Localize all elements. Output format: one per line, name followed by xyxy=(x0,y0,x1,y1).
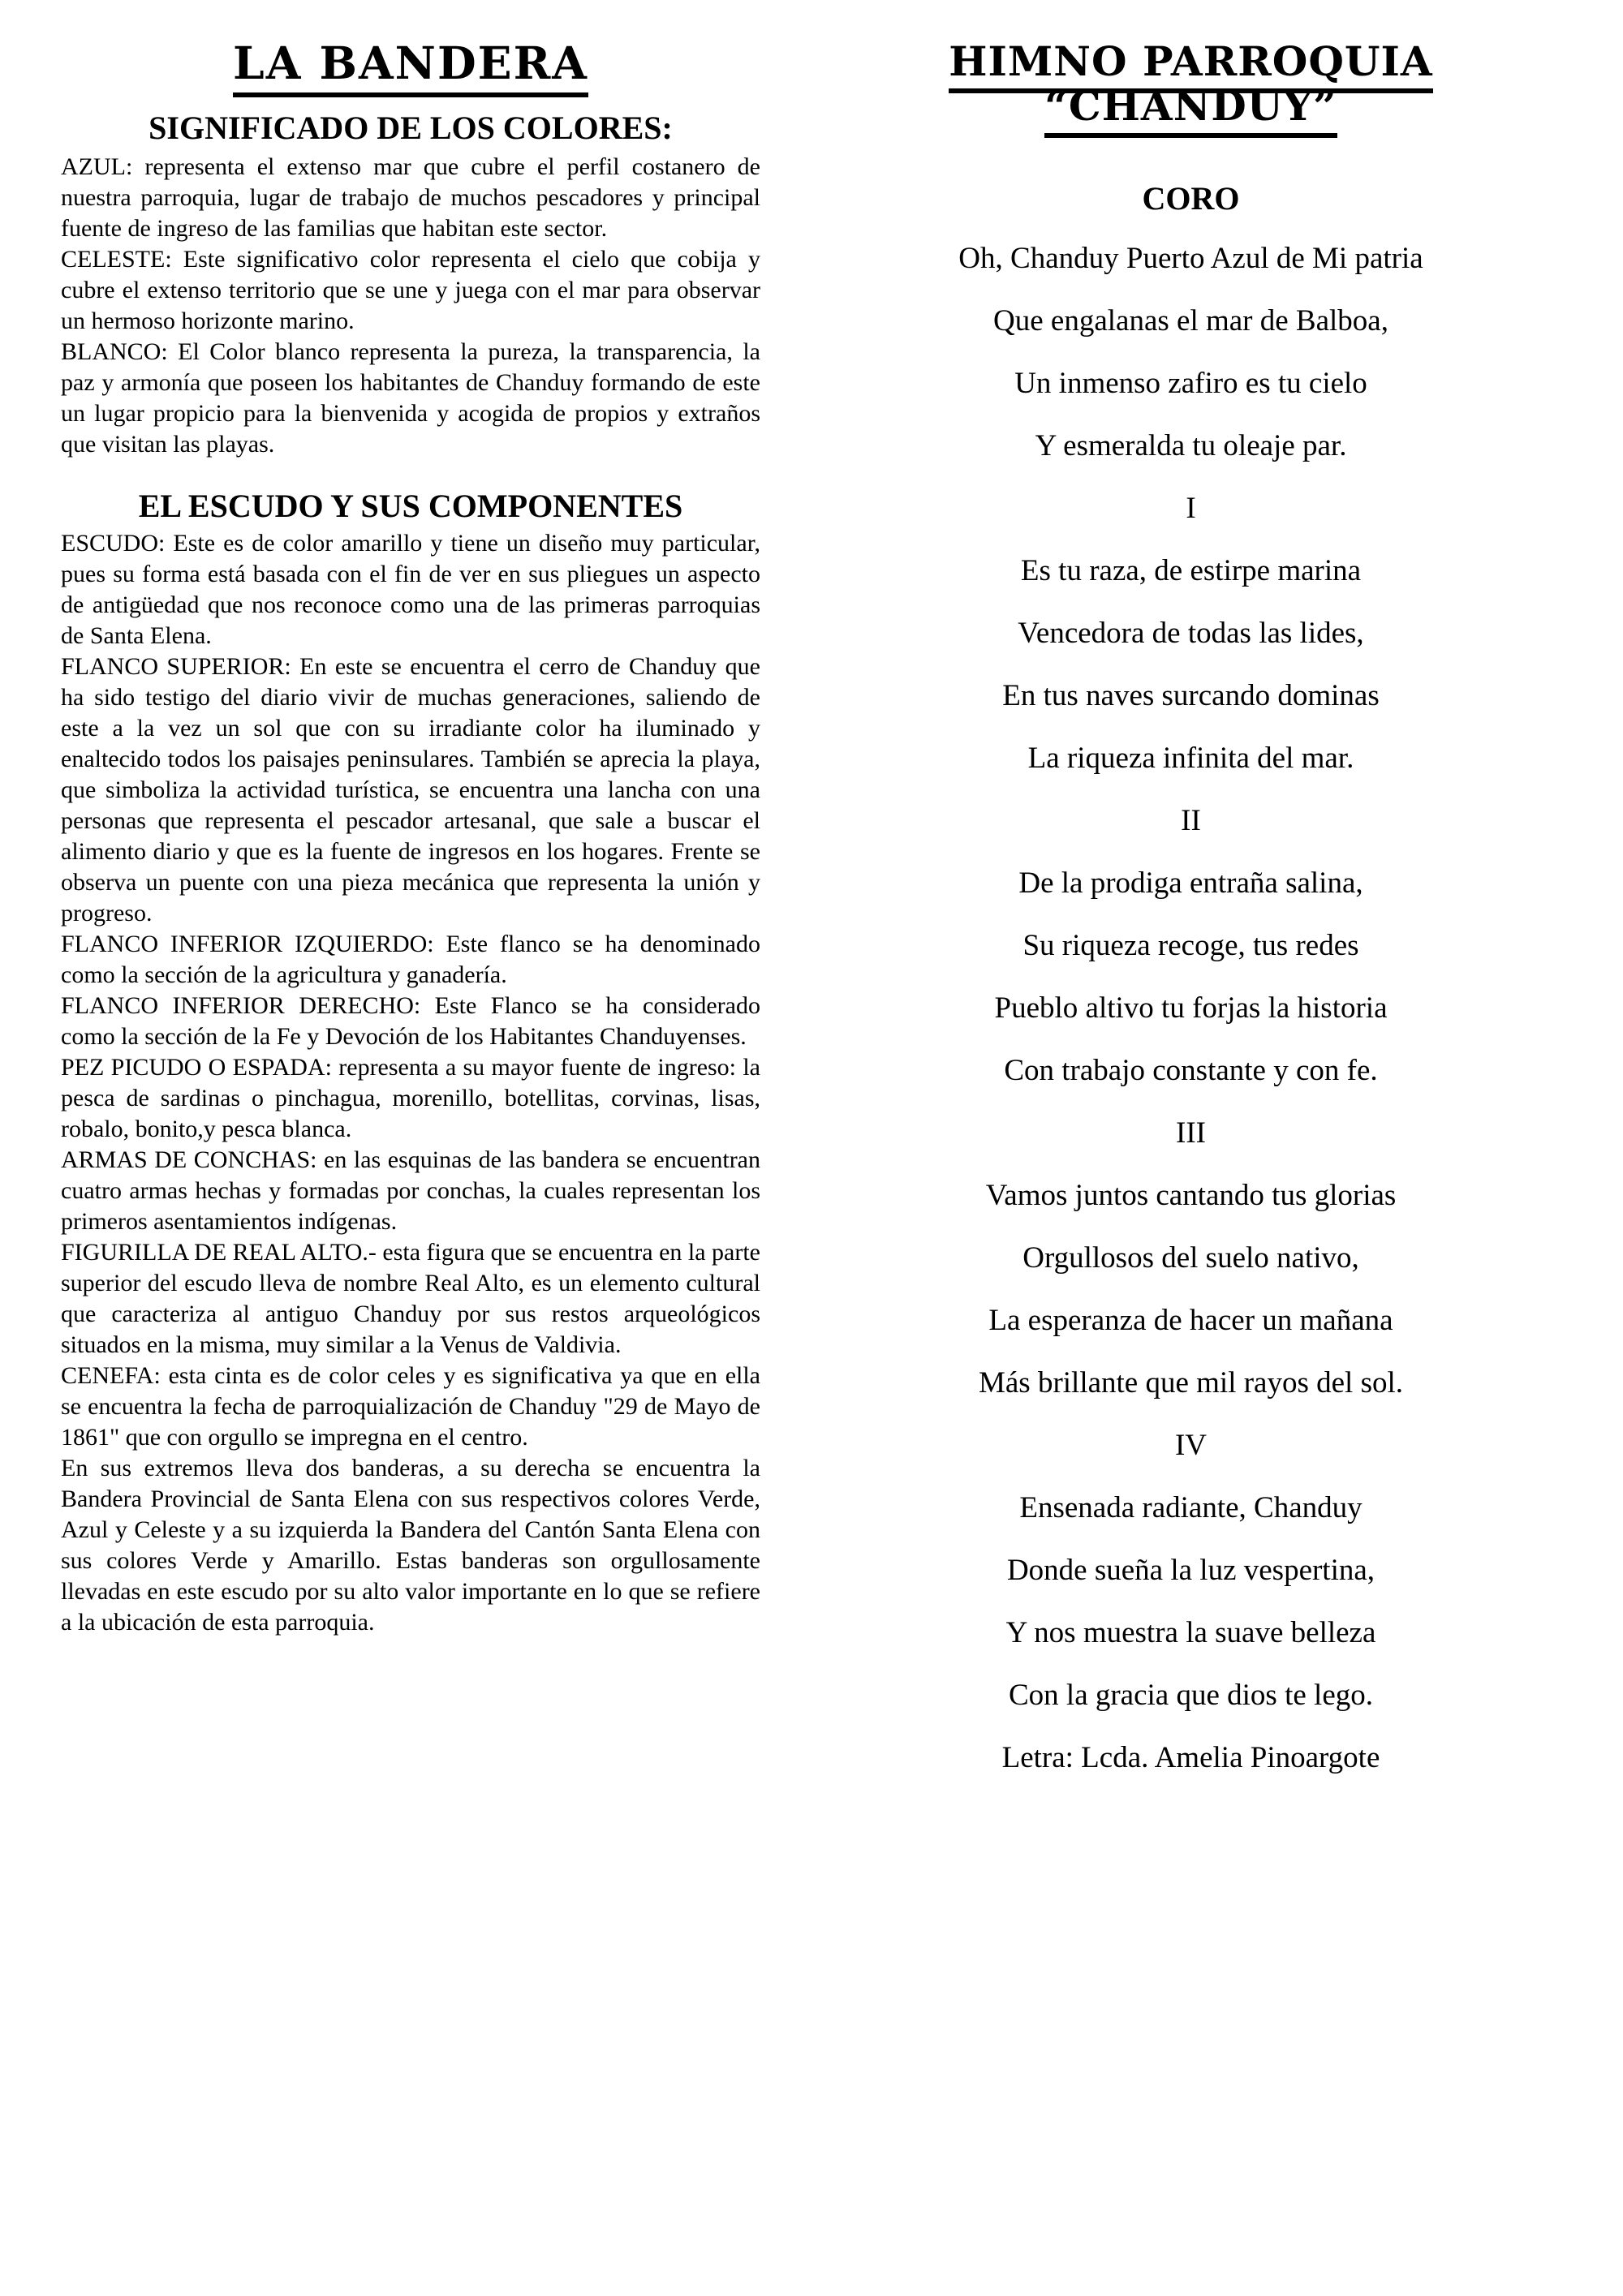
hymn-line: La esperanza de hacer un mañana xyxy=(988,1304,1393,1337)
hymn-line: Es tu raza, de estirpe marina xyxy=(1020,554,1362,587)
hymn-line: Oh, Chanduy Puerto Azul de Mi patria xyxy=(958,242,1423,275)
hymn-line: La riqueza infinita del mar. xyxy=(1027,742,1354,775)
flag-title xyxy=(61,39,760,88)
hymn-line: Un inmenso zafiro es tu cielo xyxy=(1014,367,1367,400)
hymn-line: En tus naves surcando dominas xyxy=(1002,679,1380,712)
flag-title-text: LA BANDERA xyxy=(233,37,588,97)
hymn-title xyxy=(820,39,1562,128)
hymn-line: Con trabajo constante y con fe. xyxy=(1004,1054,1378,1087)
left-column xyxy=(61,39,760,1638)
hymn-line: Y nos muestra la suave belleza xyxy=(1005,1616,1376,1649)
paragraph-celeste: CELESTE: Este significativo color representa el cielo que cobija y cubre el extenso territorio que se une y juega con el mar para observar un hermoso horizonte marino. xyxy=(61,245,760,334)
hymn-line: Vencedora de todas las lides, xyxy=(1018,617,1364,650)
paragraph-figurilla-real-alto: FIGURILLA DE REAL ALTO.- esta figura que se encuentra en la parte superior del escudo lleva de nombre Real Alto, es un elemento cultural que caracteriza al antiguo Chanduy por sus restos arqueológicos situados en la misma, muy similar a la Venus de Valdivia. xyxy=(61,1238,760,1358)
hymn-line: Orgullosos del suelo nativo, xyxy=(1022,1241,1359,1275)
paragraph-flanco-superior: FLANCO SUPERIOR: En este se encuentra el cerro de Chanduy que ha sido testigo del diario vivir de muchas generaciones, saliendo de este a la vez un sol que con su irradiante color ha iluminado y enaltecido todos los paisajes peninsulares. También se aprecia la playa, que simboliza la actividad turística, se encuentra una lancha con una personas que representa el pescador artesanal, que sale a buscar el alimento diario y que es la fuente de ingresos en los hogares. Frente se observa un puente con una pieza mecánica que representa la unión y progreso. xyxy=(61,652,760,927)
hymn-line: Donde sueña la luz vespertina, xyxy=(1006,1554,1375,1587)
hymn-line: Con la gracia que dios te lego. xyxy=(1008,1679,1373,1712)
hymn-stanza-number: III xyxy=(1176,1116,1206,1150)
hymn-line: De la prodiga entraña salina, xyxy=(1018,866,1363,900)
coro-heading: CORO xyxy=(1142,180,1240,217)
paragraph-flanco-inferior-izquierdo: FLANCO INFERIOR IZQUIERDO: Este flanco se ha denominado como la sección de la agricultura y ganadería. xyxy=(61,930,760,988)
paragraph-pez-picudo: PEZ PICUDO O ESPADA: representa a su mayor fuente de ingreso: la pesca de sardinas o pinchagua, morenillo, botellitas, corvinas, lisas, robalo, bonito,y pesca blanca. xyxy=(61,1053,760,1142)
hymn-stanza-number: II xyxy=(1181,804,1201,837)
paragraph-cenefa: CENEFA: esta cinta es de color celes y es significativa ya que en ella se encuentra la fecha de parroquialización de Chanduy "29 de Mayo de 1861" que con orgullo se impregna en el centro. xyxy=(61,1361,760,1451)
hymn-line: Su riqueza recoge, tus redes xyxy=(1022,929,1359,962)
right-column xyxy=(820,39,1562,1789)
hymn-line: Más brillante que mil rayos del sol. xyxy=(978,1366,1404,1400)
hymn-line: Vamos juntos cantando tus glorias xyxy=(985,1179,1397,1212)
hymn-stanza-number: IV xyxy=(1174,1429,1208,1462)
colors-heading: SIGNIFICADO DE LOS COLORES: xyxy=(149,109,673,146)
hymn-line: Pueblo altivo tu forjas la historia xyxy=(994,991,1388,1025)
hymn-title-text: HIMNO PARROQUIA “CHANDUY” xyxy=(949,37,1432,138)
hymn-line: Que engalanas el mar de Balboa, xyxy=(993,304,1388,338)
paragraph-escudo: ESCUDO: Este es de color amarillo y tiene un diseño muy particular, pues su forma está basada con el fin de ver en sus pliegues un aspecto de antigüedad que nos reconoce como una de las primeras parroquias de Santa Elena. xyxy=(61,529,760,649)
hymn-stanza-number: I xyxy=(1186,492,1196,525)
escudo-heading: EL ESCUDO Y SUS COMPONENTES xyxy=(138,487,683,524)
paragraph-azul: AZUL: representa el extenso mar que cubre el perfil costanero de nuestra parroquia, lugar de trabajo de muchos pescadores y principal fuente de ingreso de las familias que habitan este sector. xyxy=(61,153,760,242)
paragraph-banderas-extremos: En sus extremos lleva dos banderas, a su derecha se encuentra la Bandera Provincial de Santa Elena con sus respectivos colores Verde, Azul y Celeste y a su izquierda la Bandera del Cantón Santa Elena con sus colores Verde y Amarillo. Estas banderas son orgullosamente llevadas en este escudo por su alto valor importante en lo que se refiere a la ubicación de esta parroquia. xyxy=(61,1454,760,1636)
paragraph-blanco: BLANCO: El Color blanco representa la pureza, la transparencia, la paz y armonía que poseen los habitantes de Chanduy formando de este un lugar propicio para la bienvenida y acogida de propios y extraños que visitan las playas. xyxy=(61,338,760,458)
paragraph-flanco-inferior-derecho: FLANCO INFERIOR DERECHO: Este Flanco se ha considerado como la sección de la Fe y Devoción de los Habitantes Chanduyenses. xyxy=(61,991,760,1050)
paragraph-armas-de-conchas: ARMAS DE CONCHAS: en las esquinas de las bandera se encuentran cuatro armas hechas y formadas por conchas, la cuales representan los primeros asentamientos indígenas. xyxy=(61,1146,760,1235)
hymn-line: Y esmeralda tu oleaje par. xyxy=(1035,429,1347,462)
hymn-credit-line: Letra: Lcda. Amelia Pinoargote xyxy=(1001,1741,1380,1774)
hymn-line: Ensenada radiante, Chanduy xyxy=(1019,1491,1363,1524)
